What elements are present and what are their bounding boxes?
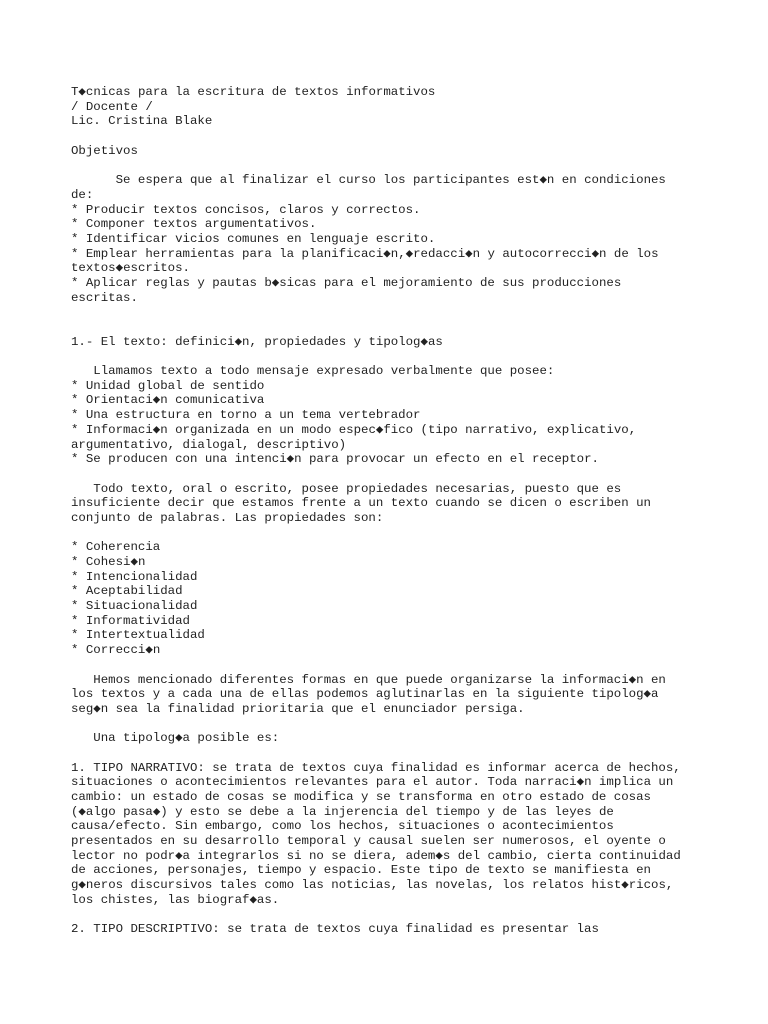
text-line: * Cohesi◆n	[71, 555, 146, 569]
text-line: textos◆escritos.	[71, 261, 190, 276]
text-line: lector no podr◆a integrarlos si no se diera, adem◆s del cambio, cierta continuidad	[71, 848, 681, 863]
text-line: * Aceptabilidad	[71, 584, 183, 599]
text-line: * Identificar vicios comunes en lenguaje escrito.	[71, 231, 436, 246]
text-line: causa/efecto. Sin embargo, como los hechos, situaciones o acontecimientos	[71, 819, 614, 834]
text-line: Se espera que al finalizar el curso los participantes est◆n en condiciones	[71, 173, 666, 188]
text-line: los chistes, las biograf◆as.	[71, 892, 280, 907]
text-line: g◆neros discursivos tales como las noticias, las novelas, los relatos hist◆ricos,	[71, 878, 674, 893]
text-line: 1. TIPO NARRATIVO: se trata de textos cuya finalidad es informar acerca de hechos,	[71, 760, 681, 775]
blank-line	[71, 349, 711, 364]
text-line: * Intencionalidad	[71, 569, 198, 584]
text-line: argumentativo, dialogal, descriptivo)	[71, 437, 347, 452]
blank-line	[71, 717, 711, 732]
text-line: * Correcci◆n	[71, 643, 161, 658]
text-line: Una tipolog◆a posible es:	[71, 731, 280, 746]
blank-line	[71, 467, 711, 482]
text-line: * Informaci◆n organizada en un modo espec◆fico (tipo narrativo, explicativo,	[71, 422, 637, 437]
blank-line	[71, 158, 711, 173]
text-line: escritas.	[71, 290, 138, 305]
text-line: Hemos mencionado diferentes formas en que puede organizarse la informaci◆n en	[71, 672, 666, 687]
text-line: de:	[71, 187, 94, 202]
text-line: / Docente /	[71, 99, 153, 114]
blank-line	[71, 526, 711, 541]
text-line: * Orientaci◆n comunicativa	[71, 393, 265, 408]
text-line: 2. TIPO DESCRIPTIVO: se trata de textos cuya finalidad es presentar las	[71, 922, 599, 937]
text-line: * Se producen con una intenci◆n para provocar un efecto en el receptor.	[71, 452, 599, 467]
text-line: cambio: un estado de cosas se modifica y se transforma en otro estado de cosas	[71, 790, 651, 804]
text-line: los textos y a cada una de ellas podemos aglutinarlas en la siguiente tipolog◆a	[71, 687, 659, 702]
text-line: * Coherencia	[71, 540, 161, 555]
text-line: situaciones o acontecimientos relevantes para el autor. Toda narraci◆n implica un	[71, 775, 674, 790]
text-line: * Intertextualidad	[71, 628, 205, 643]
blank-line	[71, 305, 711, 320]
blank-line	[71, 746, 711, 761]
text-line: (◆algo pasa◆) y esto se debe a la injerencia del tiempo y de las leyes de	[71, 804, 614, 819]
text-line: conjunto de palabras. Las propiedades son:	[71, 510, 384, 525]
text-line: insuficiente decir que estamos frente a un texto cuando se dicen o escriben un	[71, 496, 651, 511]
text-line: Llamamos texto a todo mensaje expresado verbalmente que posee:	[71, 364, 555, 379]
text-line: * Unidad global de sentido	[71, 378, 265, 393]
text-line: * Una estructura en torno a un tema vertebrador	[71, 408, 421, 423]
blank-line	[71, 320, 711, 335]
text-line: T◆cnicas para la escritura de textos informativos	[71, 85, 436, 99]
text-line: Todo texto, oral o escrito, posee propiedades necesarias, puesto que es	[71, 481, 622, 496]
text-line: * Emplear herramientas para la planificaci◆n,◆redacci◆n y autocorrecci◆n de los	[71, 246, 659, 261]
text-line: * Producir textos concisos, claros y correctos.	[71, 202, 421, 217]
text-line: * Componer textos argumentativos.	[71, 217, 317, 232]
blank-line	[71, 908, 711, 923]
text-line: Objetivos	[71, 143, 138, 158]
text-line: * Informatividad	[71, 613, 190, 628]
text-line: Lic. Cristina Blake	[71, 114, 213, 129]
blank-line	[71, 129, 711, 144]
text-line: de acciones, personajes, tiempo y espacio. Este tipo de texto se manifiesta en	[71, 863, 651, 878]
text-line: * Aplicar reglas y pautas b◆sicas para el mejoramiento de sus producciones	[71, 275, 622, 290]
text-line: seg◆n sea la finalidad prioritaria que el enunciador persiga.	[71, 701, 525, 716]
text-line: * Situacionalidad	[71, 599, 198, 614]
text-line: 1.- El texto: definici◆n, propiedades y tipolog◆as	[71, 334, 443, 349]
text-line: presentados en su desarrollo temporal y causal suelen ser numerosos, el oyente o	[71, 834, 666, 849]
blank-line	[71, 658, 711, 673]
document-text	[71, 85, 711, 937]
